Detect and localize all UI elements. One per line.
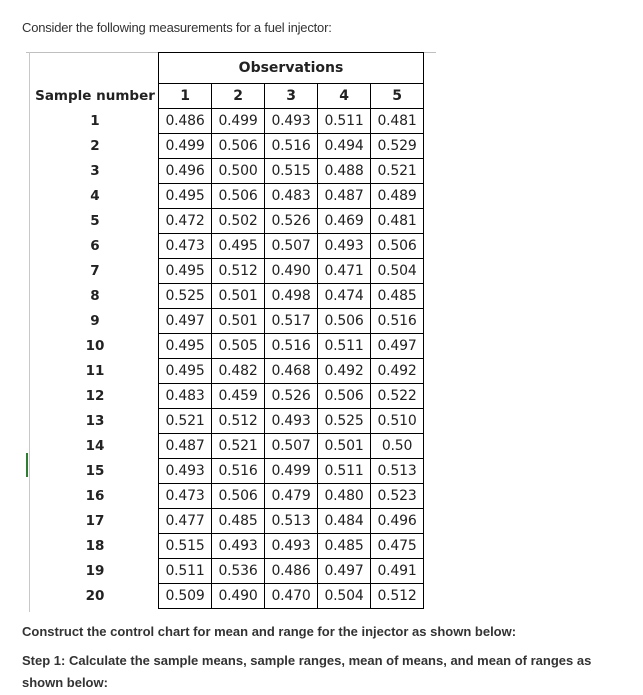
observation-cell: 0.500 bbox=[212, 159, 265, 184]
observation-cell: 0.486 bbox=[265, 559, 318, 584]
observation-cell: 0.501 bbox=[212, 284, 265, 309]
sample-number-cell: 12 bbox=[32, 384, 159, 409]
observation-cell: 0.493 bbox=[159, 459, 212, 484]
observation-cell: 0.498 bbox=[265, 284, 318, 309]
observation-cell: 0.475 bbox=[371, 534, 424, 559]
observation-cell: 0.497 bbox=[318, 559, 371, 584]
sample-number-cell: 10 bbox=[32, 334, 159, 359]
observation-cell: 0.506 bbox=[371, 234, 424, 259]
observation-cell: 0.496 bbox=[371, 509, 424, 534]
observation-cell: 0.495 bbox=[159, 359, 212, 384]
table-row bbox=[32, 284, 424, 309]
sample-number-cell: 20 bbox=[32, 584, 159, 609]
observation-cell: 0.492 bbox=[318, 359, 371, 384]
observation-cell: 0.493 bbox=[265, 109, 318, 134]
observation-cell: 0.497 bbox=[159, 309, 212, 334]
observation-cell: 0.495 bbox=[159, 259, 212, 284]
observation-cell: 0.480 bbox=[318, 484, 371, 509]
observation-cell: 0.474 bbox=[318, 284, 371, 309]
observation-cell: 0.506 bbox=[212, 184, 265, 209]
observation-cell: 0.487 bbox=[318, 184, 371, 209]
observation-cell: 0.486 bbox=[159, 109, 212, 134]
observation-cell: 0.523 bbox=[371, 484, 424, 509]
observation-cell: 0.473 bbox=[159, 234, 212, 259]
observation-cell: 0.481 bbox=[371, 109, 424, 134]
observation-cell: 0.512 bbox=[371, 584, 424, 609]
table-header-row-group bbox=[32, 53, 424, 84]
observation-cell: 0.495 bbox=[159, 184, 212, 209]
sample-number-cell: 16 bbox=[32, 484, 159, 509]
observation-cell: 0.484 bbox=[318, 509, 371, 534]
table-row bbox=[32, 134, 424, 159]
table-row bbox=[32, 534, 424, 559]
observation-cell: 0.504 bbox=[371, 259, 424, 284]
table-row bbox=[32, 259, 424, 284]
observation-cell: 0.506 bbox=[212, 484, 265, 509]
sample-number-cell: 11 bbox=[32, 359, 159, 384]
observation-cell: 0.477 bbox=[159, 509, 212, 534]
observation-cell: 0.517 bbox=[265, 309, 318, 334]
observation-cell: 0.521 bbox=[159, 409, 212, 434]
observation-cell: 0.511 bbox=[159, 559, 212, 584]
observation-cell: 0.511 bbox=[318, 109, 371, 134]
table-header-row bbox=[32, 84, 424, 109]
observation-cell: 0.488 bbox=[318, 159, 371, 184]
observation-cell: 0.469 bbox=[318, 209, 371, 234]
observation-cell: 0.493 bbox=[265, 409, 318, 434]
observation-cell: 0.516 bbox=[265, 134, 318, 159]
table-row bbox=[32, 184, 424, 209]
observation-cell: 0.525 bbox=[159, 284, 212, 309]
selected-row-marker bbox=[26, 453, 28, 477]
observation-cell: 0.501 bbox=[318, 434, 371, 459]
observation-cell: 0.479 bbox=[265, 484, 318, 509]
observation-cell: 0.516 bbox=[371, 309, 424, 334]
observation-cell: 0.501 bbox=[212, 309, 265, 334]
observation-cell: 0.490 bbox=[212, 584, 265, 609]
construct-instruction: Construct the control chart for mean and range for the injector as shown below: bbox=[22, 624, 517, 639]
observation-cell: 0.487 bbox=[159, 434, 212, 459]
table-row bbox=[32, 509, 424, 534]
observation-cell: 0.483 bbox=[265, 184, 318, 209]
observation-cell: 0.499 bbox=[265, 459, 318, 484]
table-row bbox=[32, 409, 424, 434]
observation-cell: 0.511 bbox=[318, 334, 371, 359]
column-header: 3 bbox=[265, 84, 318, 109]
observation-cell: 0.485 bbox=[318, 534, 371, 559]
observation-cell: 0.505 bbox=[212, 334, 265, 359]
table-row bbox=[32, 459, 424, 484]
table-row bbox=[32, 159, 424, 184]
column-header: 5 bbox=[371, 84, 424, 109]
table-row bbox=[32, 109, 424, 134]
sample-number-cell: 8 bbox=[32, 284, 159, 309]
observation-cell: 0.481 bbox=[371, 209, 424, 234]
sample-number-cell: 15 bbox=[32, 459, 159, 484]
observation-cell: 0.496 bbox=[159, 159, 212, 184]
sample-number-cell: 14 bbox=[32, 434, 159, 459]
table-row bbox=[32, 234, 424, 259]
observation-cell: 0.473 bbox=[159, 484, 212, 509]
observation-cell: 0.536 bbox=[212, 559, 265, 584]
sample-number-cell: 3 bbox=[32, 159, 159, 184]
measurements-table bbox=[32, 52, 424, 609]
observation-cell: 0.470 bbox=[265, 584, 318, 609]
observation-cell: 0.507 bbox=[265, 434, 318, 459]
observation-cell: 0.499 bbox=[159, 134, 212, 159]
spreadsheet-image bbox=[26, 46, 436, 612]
sample-number-cell: 7 bbox=[32, 259, 159, 284]
table-row bbox=[32, 484, 424, 509]
observation-cell: 0.510 bbox=[371, 409, 424, 434]
observation-cell: 0.485 bbox=[212, 509, 265, 534]
observation-cell: 0.521 bbox=[212, 434, 265, 459]
column-header: 2 bbox=[212, 84, 265, 109]
step1-instruction: Step 1: Calculate the sample means, sample ranges, mean of means, and mean of ranges as shown below: bbox=[22, 653, 592, 690]
column-header: 4 bbox=[318, 84, 371, 109]
observation-cell: 0.493 bbox=[265, 534, 318, 559]
observation-cell: 0.489 bbox=[371, 184, 424, 209]
observation-cell: 0.512 bbox=[212, 259, 265, 284]
table-row bbox=[32, 384, 424, 409]
column-header: 1 bbox=[159, 84, 212, 109]
observation-cell: 0.472 bbox=[159, 209, 212, 234]
table-row bbox=[32, 359, 424, 384]
observation-cell: 0.495 bbox=[159, 334, 212, 359]
observation-cell: 0.511 bbox=[318, 459, 371, 484]
observation-cell: 0.525 bbox=[318, 409, 371, 434]
observations-header: Observations bbox=[159, 53, 424, 84]
observation-cell: 0.502 bbox=[212, 209, 265, 234]
observation-cell: 0.507 bbox=[265, 234, 318, 259]
observation-cell: 0.495 bbox=[212, 234, 265, 259]
observation-cell: 0.504 bbox=[318, 584, 371, 609]
observation-cell: 0.494 bbox=[318, 134, 371, 159]
intro-text: Consider the following measurements for a fuel injector: bbox=[22, 20, 332, 35]
sample-number-cell: 9 bbox=[32, 309, 159, 334]
sample-number-cell: 13 bbox=[32, 409, 159, 434]
observation-cell: 0.483 bbox=[159, 384, 212, 409]
sample-number-cell: 17 bbox=[32, 509, 159, 534]
observation-cell: 0.492 bbox=[371, 359, 424, 384]
observation-cell: 0.516 bbox=[212, 459, 265, 484]
observation-cell: 0.491 bbox=[371, 559, 424, 584]
sample-number-cell: 18 bbox=[32, 534, 159, 559]
observation-cell: 0.493 bbox=[212, 534, 265, 559]
observation-cell: 0.506 bbox=[318, 309, 371, 334]
spreadsheet-left-strip bbox=[26, 52, 30, 612]
table-row bbox=[32, 559, 424, 584]
sample-number-cell: 1 bbox=[32, 109, 159, 134]
sample-number-cell: 5 bbox=[32, 209, 159, 234]
table-row bbox=[32, 209, 424, 234]
observation-cell: 0.485 bbox=[371, 284, 424, 309]
observation-cell: 0.471 bbox=[318, 259, 371, 284]
observation-cell: 0.493 bbox=[318, 234, 371, 259]
empty-header-cell bbox=[32, 53, 159, 84]
observation-cell: 0.482 bbox=[212, 359, 265, 384]
observation-cell: 0.521 bbox=[371, 159, 424, 184]
table-row bbox=[32, 584, 424, 609]
observation-cell: 0.515 bbox=[265, 159, 318, 184]
table-row bbox=[32, 309, 424, 334]
observation-cell: 0.516 bbox=[265, 334, 318, 359]
sample-number-cell: 4 bbox=[32, 184, 159, 209]
observation-cell: 0.459 bbox=[212, 384, 265, 409]
sample-number-cell: 19 bbox=[32, 559, 159, 584]
observation-cell: 0.529 bbox=[371, 134, 424, 159]
observation-cell: 0.522 bbox=[371, 384, 424, 409]
table-row bbox=[32, 434, 424, 459]
observation-cell: 0.513 bbox=[371, 459, 424, 484]
observation-cell: 0.515 bbox=[159, 534, 212, 559]
observation-cell: 0.490 bbox=[265, 259, 318, 284]
sample-number-cell: 2 bbox=[32, 134, 159, 159]
sample-number-header: Sample number bbox=[32, 84, 159, 109]
observation-cell: 0.497 bbox=[371, 334, 424, 359]
table-row bbox=[32, 334, 424, 359]
observation-cell: 0.50 bbox=[371, 434, 424, 459]
sample-number-cell: 6 bbox=[32, 234, 159, 259]
observation-cell: 0.512 bbox=[212, 409, 265, 434]
observation-cell: 0.506 bbox=[212, 134, 265, 159]
observation-cell: 0.526 bbox=[265, 384, 318, 409]
observation-cell: 0.499 bbox=[212, 109, 265, 134]
observation-cell: 0.506 bbox=[318, 384, 371, 409]
observation-cell: 0.468 bbox=[265, 359, 318, 384]
observation-cell: 0.509 bbox=[159, 584, 212, 609]
observation-cell: 0.526 bbox=[265, 209, 318, 234]
observation-cell: 0.513 bbox=[265, 509, 318, 534]
